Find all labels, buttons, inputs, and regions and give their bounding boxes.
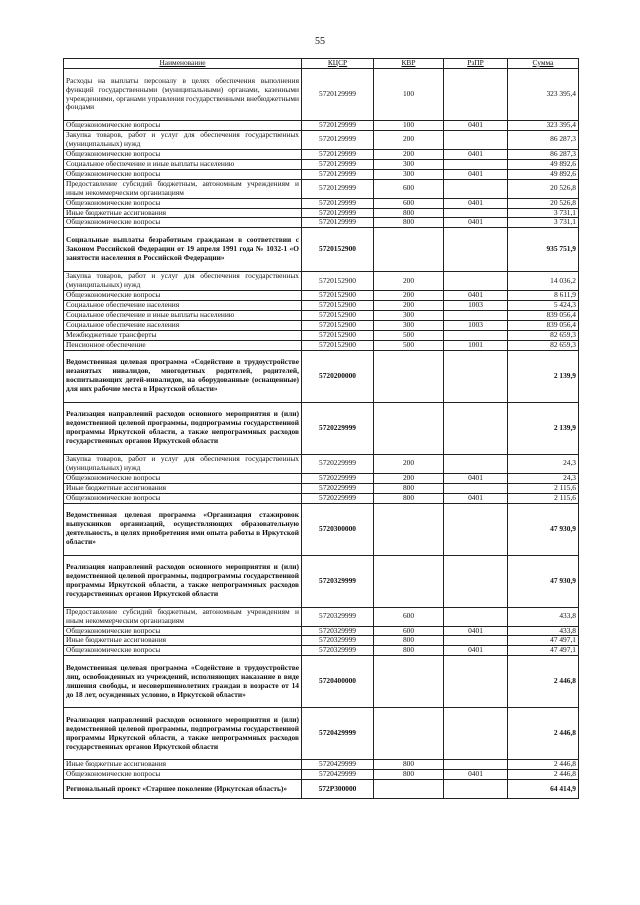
cell-kvr: 800	[374, 483, 444, 493]
table-row	[64, 350, 579, 402]
cell-sum: 49 892,6	[508, 169, 579, 179]
cell-rzpr	[444, 760, 508, 770]
cell-kcsr: 5720129999	[302, 169, 374, 179]
cell-kcsr: 5720329999	[302, 626, 374, 636]
table-row	[64, 636, 579, 646]
cell-sum: 24,3	[508, 454, 579, 473]
cell-rzpr	[444, 272, 508, 291]
table-row	[64, 321, 579, 331]
cell-sum: 3 731,1	[508, 218, 579, 228]
cell-kcsr: 5720152900	[302, 330, 374, 340]
cell-kvr	[374, 656, 444, 708]
cell-name: Общеэкономические вопросы	[64, 626, 302, 636]
table-row	[64, 149, 579, 159]
table-row	[64, 301, 579, 311]
cell-kcsr: 5720129999	[302, 208, 374, 218]
cell-name: Иные бюджетные ассигнования	[64, 483, 302, 493]
table-row	[64, 159, 579, 169]
table-header-row	[64, 59, 579, 69]
cell-rzpr	[444, 159, 508, 169]
cell-kcsr: 5720300000	[302, 503, 374, 555]
cell-kvr: 500	[374, 340, 444, 350]
table-row	[64, 330, 579, 340]
cell-rzpr	[444, 483, 508, 493]
cell-name: Ведомственная целевая программа «Содействие в трудоустройстве лиц, освобожденных из учреждений, исполняющих наказание в виде лишения свободы, и несовершеннолетних граждан в возрасте от 14 до 18 лет, осужденных условно, в Иркутской области»	[64, 656, 302, 708]
cell-name: Общеэкономические вопросы	[64, 149, 302, 159]
cell-kcsr: 572P300000	[302, 780, 374, 799]
cell-kcsr: 5720152900	[302, 301, 374, 311]
cell-rzpr	[444, 780, 508, 799]
cell-rzpr	[444, 330, 508, 340]
cell-sum: 433,8	[508, 626, 579, 636]
cell-sum: 64 414,9	[508, 780, 579, 799]
cell-kcsr: 5720129999	[302, 159, 374, 169]
cell-sum: 86 287,3	[508, 149, 579, 159]
cell-name: Пенсионное обеспечение	[64, 340, 302, 350]
cell-name: Расходы на выплаты персоналу в целях обеспечения выполнения функций государственными (муниципальными) органами, казенными учреждениями, органами управления государственными внебюджетными фондами	[64, 69, 302, 121]
cell-kcsr: 5720229999	[302, 493, 374, 503]
cell-kvr: 100	[374, 69, 444, 121]
cell-kcsr: 5720229999	[302, 473, 374, 483]
cell-kvr	[374, 708, 444, 760]
cell-kcsr: 5720329999	[302, 636, 374, 646]
cell-rzpr	[444, 636, 508, 646]
cell-kvr: 200	[374, 272, 444, 291]
cell-kvr	[374, 503, 444, 555]
cell-kcsr: 5720129999	[302, 149, 374, 159]
column-header-name: Наименование	[64, 59, 302, 69]
cell-kcsr: 5720152900	[302, 291, 374, 301]
cell-rzpr: 0401	[444, 169, 508, 179]
table-row	[64, 708, 579, 760]
cell-rzpr: 0401	[444, 121, 508, 131]
table-row	[64, 454, 579, 473]
cell-name: Общеэкономические вопросы	[64, 121, 302, 131]
page-number: 55	[315, 36, 325, 47]
cell-kvr: 200	[374, 291, 444, 301]
cell-kcsr: 5720129999	[302, 69, 374, 121]
cell-sum: 86 287,3	[508, 130, 579, 149]
cell-name: Социальное обеспечение и иные выплаты населению	[64, 159, 302, 169]
cell-rzpr	[444, 311, 508, 321]
cell-sum: 2 446,8	[508, 656, 579, 708]
cell-sum: 2 139,9	[508, 402, 579, 454]
cell-sum: 24,3	[508, 473, 579, 483]
cell-kcsr: 5720200000	[302, 350, 374, 402]
cell-rzpr	[444, 555, 508, 607]
cell-kcsr: 5720400000	[302, 656, 374, 708]
cell-kvr	[374, 350, 444, 402]
cell-kvr: 300	[374, 159, 444, 169]
cell-sum: 2 115,6	[508, 483, 579, 493]
cell-kvr: 800	[374, 493, 444, 503]
cell-sum: 3 731,1	[508, 208, 579, 218]
cell-kcsr: 5720152900	[302, 340, 374, 350]
cell-kcsr: 5720129999	[302, 121, 374, 131]
cell-rzpr	[444, 454, 508, 473]
cell-kcsr: 5720429999	[302, 760, 374, 770]
cell-kvr: 600	[374, 607, 444, 626]
cell-sum: 839 056,4	[508, 311, 579, 321]
cell-kvr: 200	[374, 149, 444, 159]
cell-sum: 2 446,8	[508, 770, 579, 780]
cell-name: Общеэкономические вопросы	[64, 198, 302, 208]
cell-rzpr	[444, 708, 508, 760]
cell-name: Реализация направлений расходов основного мероприятия и (или) ведомственной целевой программы, подпрограммы государственной программы Иркутской области, а также непрограммных расходов государственных органов Иркутской области	[64, 555, 302, 607]
cell-rzpr: 1003	[444, 301, 508, 311]
cell-sum: 47 930,9	[508, 555, 579, 607]
cell-rzpr: 0401	[444, 198, 508, 208]
cell-sum: 839 056,4	[508, 321, 579, 331]
cell-kcsr: 5720429999	[302, 770, 374, 780]
cell-kvr: 100	[374, 121, 444, 131]
cell-sum: 2 115,6	[508, 493, 579, 503]
cell-sum: 5 424,3	[508, 301, 579, 311]
table-row	[64, 121, 579, 131]
table-row	[64, 626, 579, 636]
cell-rzpr	[444, 503, 508, 555]
cell-rzpr: 0401	[444, 646, 508, 656]
cell-name: Общеэкономические вопросы	[64, 169, 302, 179]
cell-name: Социальное обеспечение населения	[64, 301, 302, 311]
cell-kvr: 800	[374, 760, 444, 770]
cell-kvr: 600	[374, 626, 444, 636]
cell-kcsr: 5720152900	[302, 321, 374, 331]
cell-kcsr: 5720329999	[302, 555, 374, 607]
cell-kvr: 200	[374, 454, 444, 473]
cell-kcsr: 5720129999	[302, 198, 374, 208]
cell-name: Иные бюджетные ассигнования	[64, 636, 302, 646]
table-row	[64, 198, 579, 208]
table-row	[64, 218, 579, 228]
column-header-kcsr: КЦСР	[302, 59, 374, 69]
table-row	[64, 770, 579, 780]
cell-rzpr	[444, 179, 508, 198]
table-row	[64, 503, 579, 555]
cell-sum: 20 526,8	[508, 179, 579, 198]
cell-sum: 82 659,3	[508, 330, 579, 340]
table-row	[64, 169, 579, 179]
cell-kvr: 800	[374, 646, 444, 656]
table-row	[64, 130, 579, 149]
cell-kvr: 300	[374, 311, 444, 321]
cell-rzpr	[444, 402, 508, 454]
cell-rzpr	[444, 228, 508, 272]
cell-name: Социальное обеспечение и иные выплаты населению	[64, 311, 302, 321]
cell-kvr	[374, 555, 444, 607]
cell-sum: 323 395,4	[508, 121, 579, 131]
cell-sum: 323 395,4	[508, 69, 579, 121]
cell-name: Общеэкономические вопросы	[64, 493, 302, 503]
cell-name: Закупка товаров, работ и услуг для обеспечения государственных (муниципальных) нужд	[64, 454, 302, 473]
table-body	[64, 69, 579, 799]
cell-name: Ведомственная целевая программа «Содействие в трудоустройстве незанятых инвалидов, многодетных родителей, родителей, воспитывающих детей-инвалидов, на оборудованные (оснащенные) для них рабочие места в Иркутской области»	[64, 350, 302, 402]
cell-kvr	[374, 228, 444, 272]
cell-kvr: 200	[374, 473, 444, 483]
table-row	[64, 272, 579, 291]
cell-name: Предоставление субсидий бюджетным, автономным учреждениям и иным некоммерческим организациям	[64, 607, 302, 626]
cell-rzpr: 0401	[444, 291, 508, 301]
cell-kvr: 600	[374, 198, 444, 208]
cell-rzpr: 0401	[444, 493, 508, 503]
cell-kcsr: 5720152900	[302, 228, 374, 272]
table-row	[64, 493, 579, 503]
table-row	[64, 780, 579, 799]
cell-rzpr	[444, 208, 508, 218]
table-row	[64, 607, 579, 626]
table-row	[64, 69, 579, 121]
cell-name: Межбюджетные трансферты	[64, 330, 302, 340]
cell-rzpr	[444, 656, 508, 708]
table-row	[64, 179, 579, 198]
cell-sum: 47 497,1	[508, 636, 579, 646]
cell-kvr: 800	[374, 770, 444, 780]
cell-name: Закупка товаров, работ и услуг для обеспечения государственных (муниципальных) нужд	[64, 130, 302, 149]
cell-name: Иные бюджетные ассигнования	[64, 760, 302, 770]
table-row	[64, 656, 579, 708]
cell-sum: 82 659,3	[508, 340, 579, 350]
cell-rzpr: 0401	[444, 218, 508, 228]
cell-sum: 47 497,1	[508, 646, 579, 656]
cell-sum: 20 526,8	[508, 198, 579, 208]
cell-name: Социальное обеспечение населения	[64, 321, 302, 331]
table-row	[64, 402, 579, 454]
cell-rzpr: 0401	[444, 149, 508, 159]
cell-rzpr	[444, 69, 508, 121]
cell-name: Общеэкономические вопросы	[64, 218, 302, 228]
cell-kcsr: 5720429999	[302, 708, 374, 760]
cell-name: Общеэкономические вопросы	[64, 473, 302, 483]
cell-kvr: 800	[374, 208, 444, 218]
cell-name: Социальные выплаты безработным гражданам в соответствии с Законом Российской Федерации от 19 апреля 1991 года № 1032-1 «О занятости населения в Российской Федерации»	[64, 228, 302, 272]
cell-kcsr: 5720129999	[302, 179, 374, 198]
cell-name: Ведомственная целевая программа «Организация стажировок выпускников организаций, осуществляющих образовательную деятельность, в целях приобретения ими опыта работы в Иркутской области»	[64, 503, 302, 555]
cell-kcsr: 5720129999	[302, 130, 374, 149]
cell-name: Общеэкономические вопросы	[64, 291, 302, 301]
table-row	[64, 311, 579, 321]
table-row	[64, 473, 579, 483]
table-row	[64, 228, 579, 272]
cell-name: Общеэкономические вопросы	[64, 646, 302, 656]
cell-sum: 8 611,9	[508, 291, 579, 301]
table-row	[64, 208, 579, 218]
cell-sum: 14 036,2	[508, 272, 579, 291]
cell-kcsr: 5720152900	[302, 272, 374, 291]
cell-sum: 2 446,8	[508, 760, 579, 770]
cell-rzpr: 0401	[444, 626, 508, 636]
cell-kvr: 300	[374, 169, 444, 179]
cell-sum: 2 446,8	[508, 708, 579, 760]
cell-rzpr: 0401	[444, 770, 508, 780]
table-row	[64, 340, 579, 350]
cell-kvr: 200	[374, 130, 444, 149]
cell-rzpr: 1003	[444, 321, 508, 331]
cell-kvr: 600	[374, 179, 444, 198]
cell-name: Предоставление субсидий бюджетным, автономным учреждениям и иным некоммерческим организациям	[64, 179, 302, 198]
cell-sum: 935 751,9	[508, 228, 579, 272]
cell-rzpr: 0401	[444, 473, 508, 483]
cell-kcsr: 5720152900	[302, 311, 374, 321]
cell-kvr: 800	[374, 636, 444, 646]
cell-sum: 49 892,6	[508, 159, 579, 169]
column-header-kvr: КВР	[374, 59, 444, 69]
cell-kvr	[374, 402, 444, 454]
cell-kvr: 200	[374, 301, 444, 311]
cell-name: Региональный проект «Старшее поколение (Иркутская область)»	[64, 780, 302, 799]
cell-kvr: 300	[374, 321, 444, 331]
cell-name: Иные бюджетные ассигнования	[64, 208, 302, 218]
cell-kvr: 800	[374, 218, 444, 228]
cell-name: Закупка товаров, работ и услуг для обеспечения государственных (муниципальных) нужд	[64, 272, 302, 291]
cell-sum: 2 139,9	[508, 350, 579, 402]
table-row	[64, 483, 579, 493]
cell-kcsr: 5720229999	[302, 402, 374, 454]
cell-sum: 433,8	[508, 607, 579, 626]
cell-kcsr: 5720229999	[302, 483, 374, 493]
cell-rzpr	[444, 607, 508, 626]
cell-name: Реализация направлений расходов основного мероприятия и (или) ведомственной целевой программы, подпрограммы государственной программы Иркутской области, а также непрограммных расходов государственных органов Иркутской области	[64, 402, 302, 454]
table-row	[64, 760, 579, 770]
cell-kcsr: 5720329999	[302, 646, 374, 656]
cell-kcsr: 5720129999	[302, 218, 374, 228]
cell-rzpr	[444, 130, 508, 149]
cell-kcsr: 5720329999	[302, 607, 374, 626]
budget-table	[63, 58, 579, 799]
cell-rzpr: 1001	[444, 340, 508, 350]
cell-sum: 47 930,9	[508, 503, 579, 555]
table-row	[64, 291, 579, 301]
column-header-rzpr: РзПР	[444, 59, 508, 69]
table-row	[64, 555, 579, 607]
cell-kvr: 500	[374, 330, 444, 340]
cell-rzpr	[444, 350, 508, 402]
cell-kcsr: 5720229999	[302, 454, 374, 473]
cell-name: Реализация направлений расходов основного мероприятия и (или) ведомственной целевой программы, подпрограммы государственной программы Иркутской области, а также непрограммных расходов государственных органов Иркутской области	[64, 708, 302, 760]
cell-kvr	[374, 780, 444, 799]
table-row	[64, 646, 579, 656]
column-header-sum: Сумма	[508, 59, 579, 69]
cell-name: Общеэкономические вопросы	[64, 770, 302, 780]
